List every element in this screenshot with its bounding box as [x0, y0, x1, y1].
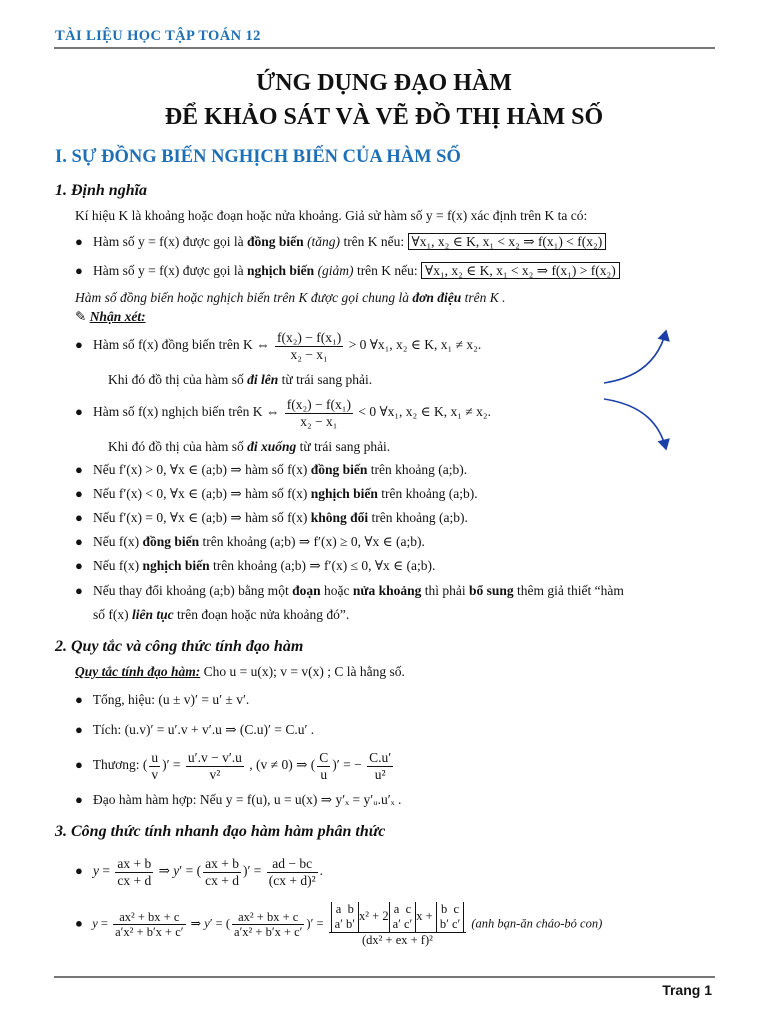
bullet-increasing-implies [75, 534, 425, 550]
b6-a: Nếu thay đổi khoảng (a;b) bằng một [92, 583, 289, 598]
fast-formula-1: ● y = $\frac{ax + b}{cx + d}$ ⇒ y′ = ( $\frac{ax + b}{cx + d}$ )′ = $\frac{ad - bc}{\text{(cx + d)²}}$ . [75, 856, 324, 888]
rule-chain [75, 792, 401, 808]
def-inc-condition-box: ∀x₁, x₂ ∈ K, x₁ < x₂ ⇒ f(x₁) < f(x₂) [408, 233, 607, 250]
bullet: ● [75, 792, 83, 807]
bullet: ● [75, 337, 83, 353]
bullet-derivative-negative [75, 486, 478, 502]
bullet: ● [75, 863, 83, 879]
r2-denominator: x₂ − x₁ [300, 413, 338, 429]
b6-l2-term: liên tục [132, 607, 174, 622]
monotone-definition [75, 290, 506, 306]
r1-note-post: từ trái sang phải. [281, 372, 373, 387]
bullet: ● [75, 404, 83, 420]
b4-pre: Nếu f(x) [92, 534, 140, 549]
b2-pre: Nếu f′(x) < 0, ∀x ∈ (a;b) ⇒ hàm số f(x) [92, 486, 308, 501]
fast1-denominator: cx + d [117, 872, 152, 888]
b5-pre: Nếu f(x) [92, 558, 140, 573]
rules-intro-text: Cho u = u(x); v = v(x) ; C là hằng số. [203, 664, 405, 679]
bullet: ● [75, 234, 83, 249]
fast2-fraction [113, 910, 185, 940]
heading-fast-formulas: 3. Công thức tính nhanh đạo hàm hàm phân thức [55, 823, 386, 840]
c-over-u: $\frac{C}{u}$ [319, 750, 329, 782]
fast-formula-2: ● y = $\frac{\text{ax² + bx + c}}{\text{a′x² + b′x + c′}}$ ⇒ y′ = ( $\frac{\text{ax² + bx + c}}{\text{a′x² + b′x + c′}}$ )′ = a b a′ b′x² + 2 a c a′ c′x + b c b′ c′ (dx² + ex + f)² (anh bạn-ăn cháo-bỏ con) [75, 902, 603, 947]
fast1-fraction-repeat: $\frac{ax + b}{cx + d}$ [205, 856, 239, 888]
remark-decreasing [75, 397, 491, 429]
monotone-pre: Hàm số đồng biến hoặc nghịch biến trên K được gọi chung là [75, 290, 410, 305]
remark-decreasing-note [108, 439, 390, 455]
r1-post: > 0 ∀x₁, x₂ ∈ K, x₁ ≠ x₂. [348, 337, 482, 353]
b5-term: nghịch biến [142, 558, 210, 573]
b5-post: trên khoảng (a;b) ⇒ f′(x) ≤ 0, ∀x ∈ (a;b). [213, 558, 436, 573]
bullet: ● [75, 583, 83, 598]
def-dec-alt: (giảm) [317, 263, 354, 278]
bullet: ● [75, 915, 83, 931]
def-inc-term: đồng biến [247, 234, 304, 249]
rules-intro [75, 664, 405, 680]
rule-sum [75, 692, 249, 708]
r1-denominator: x₂ − x₁ [290, 346, 328, 362]
def-dec-post: trên K nếu: [356, 263, 418, 278]
definition-decreasing [75, 263, 620, 279]
b6-e: thêm giả thiết “hàm [517, 583, 624, 598]
def-dec-pre: Hàm số y = f(x) được gọi là [92, 263, 244, 278]
def-dec-term: nghịch biến [247, 263, 315, 278]
b4-term: đồng biến [142, 534, 200, 549]
rules-label: Quy tắc tính đạo hàm: [75, 664, 201, 679]
rule-quotient: ● Thương: ( $\frac{u}{v}$ )′ = $\frac{u'.v - v'.u}{\text{v²}}$ , (v ≠ 0) ⇒ ( $\frac{C}{u}$ )′ = − $\frac{C.u'}{\text{u²}}$ [75, 750, 392, 782]
section-heading-1: I. SỰ ĐỒNG BIẾN NGHỊCH BIẾN CỦA HÀM SỐ [55, 147, 461, 167]
remark-increasing-note [108, 372, 372, 388]
title-line-1: ỨNG DỤNG ĐẠO HÀM [256, 70, 512, 96]
definition-intro: Kí hiệu K là khoảng hoặc đoạn hoặc nửa khoảng. Giả sử hàm số y = f(x) xác định trên K ta có: [75, 208, 588, 223]
bullet-derivative-zero [75, 510, 468, 526]
r2-note-pre: Khi đó đồ thị của hàm số [108, 439, 244, 454]
bullet-interval-change-line1 [75, 583, 624, 599]
b6-l2-a: số f(x) [93, 607, 129, 622]
document-header: TÀI LIỆU HỌC TẬP TOÁN 12 [55, 28, 261, 44]
b3-post: trên khoảng (a;b). [371, 510, 468, 525]
b6-d: thì phải [424, 583, 466, 598]
b4-post: trên khoảng (a;b) ⇒ f′(x) ≥ 0, ∀x ∈ (a;b). [202, 534, 425, 549]
rule-chain-text: Đạo hàm hàm hợp: Nếu y = f(u), u = u(x) ⇒ y′ₓ = y′ᵤ.u′ₓ . [92, 792, 402, 807]
b6-l2-c: trên đoạn hoặc nửa khoảng đó”. [177, 607, 350, 622]
fast1-result [267, 856, 318, 888]
r1-note-pre: Khi đó đồ thị của hàm số [108, 372, 244, 387]
bullet-interval-change-line2 [93, 607, 349, 623]
monotone-post: trên K . [464, 290, 506, 305]
header-rule [54, 47, 715, 49]
heading-rules: 2. Quy tắc và công thức tính đạo hàm [55, 638, 304, 655]
fast2-result-denominator: (dx² + ex + f)² [362, 933, 433, 947]
r1-numerator: f(x₂) − f(x₁) [276, 330, 342, 345]
decreasing-curve-arrow [604, 399, 666, 449]
r2-note-post: từ trái sang phải. [299, 439, 391, 454]
remark-text: Nhận xét: [89, 309, 146, 324]
fast2-fraction-repeat: $\frac{\text{ax² + bx + c}}{\text{a′x² + b′x + c′}}$ [234, 909, 303, 940]
r1-note-term: đi lên [247, 372, 279, 387]
fast2-denominator: a′x² + b′x + c′ [115, 925, 184, 940]
bullet-decreasing-implies [75, 558, 435, 574]
rule-quotient-fraction [186, 750, 244, 782]
fast2-result-numerator: a b a′ b′x² + 2 a c a′ c′x + b c b′ c′ [329, 902, 467, 933]
rule-quotient-c-numerator: C.u′ [369, 750, 392, 765]
fast1-fraction [115, 856, 153, 888]
rule-quotient-c-denominator: u² [374, 766, 386, 782]
bullet: ● [75, 510, 83, 525]
def-inc-post: trên K nếu: [343, 234, 405, 249]
b3-term: không đổi [310, 510, 369, 525]
bullet: ● [75, 534, 83, 549]
r2-fraction [285, 397, 353, 429]
footer-rule [54, 976, 715, 978]
b1-term: đồng biến [310, 462, 368, 477]
bullet-derivative-positive [75, 462, 467, 478]
bullet: ● [75, 757, 83, 773]
fast2-numerator: ax² + bx + c [113, 910, 185, 925]
remark-increasing [75, 330, 481, 362]
r2-note-term: đi xuống [247, 439, 297, 454]
def-dec-condition-box: ∀x₁, x₂ ∈ K, x₁ < x₂ ⇒ f(x₁) > f(x₂) [421, 262, 620, 279]
rule-quotient-condition: , (v ≠ 0) ⇒ [249, 757, 308, 773]
det-bc: b c b′ c′ [436, 902, 464, 932]
bullet: ● [75, 558, 83, 573]
b6-c: hoặc [323, 583, 350, 598]
monotone-curves-illustration [596, 325, 676, 455]
r2-numerator: f(x₂) − f(x₁) [286, 397, 351, 412]
fast1-result-denominator: (cx + d)² [268, 872, 316, 888]
rule-quotient-denominator: v² [209, 766, 221, 782]
rule-quotient-c-fraction [367, 750, 393, 782]
rule-quotient-numerator: u′.v − v′.u [187, 750, 242, 765]
b1-pre: Nếu f′(x) > 0, ∀x ∈ (a;b) ⇒ hàm số f(x) [92, 462, 308, 477]
r1-pre: Hàm số f(x) đồng biến trên K ⇔ [92, 337, 270, 353]
rule-product [75, 722, 314, 738]
r2-post: < 0 ∀x₁, x₂ ∈ K, x₁ ≠ x₂. [358, 404, 491, 420]
bullet: ● [75, 486, 83, 501]
pencil-icon: ✎ [75, 309, 87, 324]
b6-term-3: bổ sung [468, 583, 514, 598]
page-number: Trang 1 [662, 982, 712, 998]
def-inc-alt: (tăng) [307, 234, 341, 249]
fast1-result-numerator: ad − bc [267, 856, 318, 873]
rule-quotient-label: Thương: [92, 757, 140, 773]
heading-definition: 1. Định nghĩa [55, 182, 148, 199]
def-inc-pre: Hàm số y = f(x) được gọi là [92, 234, 244, 249]
bullet: ● [75, 692, 83, 707]
b1-post: trên khoảng (a;b). [370, 462, 468, 477]
b2-post: trên khoảng (a;b). [381, 486, 478, 501]
det-ab: a b a′ b′ [331, 902, 359, 932]
u-over-v: $\frac{u}{v}$ [151, 750, 159, 782]
rule-sum-text: Tổng, hiệu: (u ± v)′ = u′ ± v′. [92, 692, 250, 707]
b2-term: nghịch biến [310, 486, 378, 501]
b6-term-1: đoạn [292, 583, 321, 598]
definition-increasing [75, 234, 606, 250]
remark-label [75, 309, 146, 325]
fast2-result [329, 902, 467, 947]
b6-term-2: nửa khoảng [352, 583, 422, 598]
increasing-curve-arrow [604, 331, 666, 383]
fast2-mnemonic: (anh bạn-ăn cháo-bỏ con) [471, 916, 603, 931]
monotone-term: đơn điệu [412, 290, 462, 305]
fast1-numerator: ax + b [117, 856, 152, 871]
title-line-2: ĐỂ KHẢO SÁT VÀ VẼ ĐỒ THỊ HÀM SỐ [164, 104, 604, 130]
b3-pre: Nếu f′(x) = 0, ∀x ∈ (a;b) ⇒ hàm số f(x) [92, 510, 308, 525]
r1-fraction [275, 330, 343, 362]
bullet: ● [75, 722, 83, 737]
det-ac: a c a′ c′ [389, 902, 417, 932]
r2-pre: Hàm số f(x) nghịch biến trên K ⇔ [92, 404, 280, 420]
bullet: ● [75, 462, 83, 477]
rule-product-text: Tích: (u.v)′ = u′.v + v′.u ⇒ (C.u)′ = C.u′ . [92, 722, 315, 737]
bullet: ● [75, 263, 83, 278]
